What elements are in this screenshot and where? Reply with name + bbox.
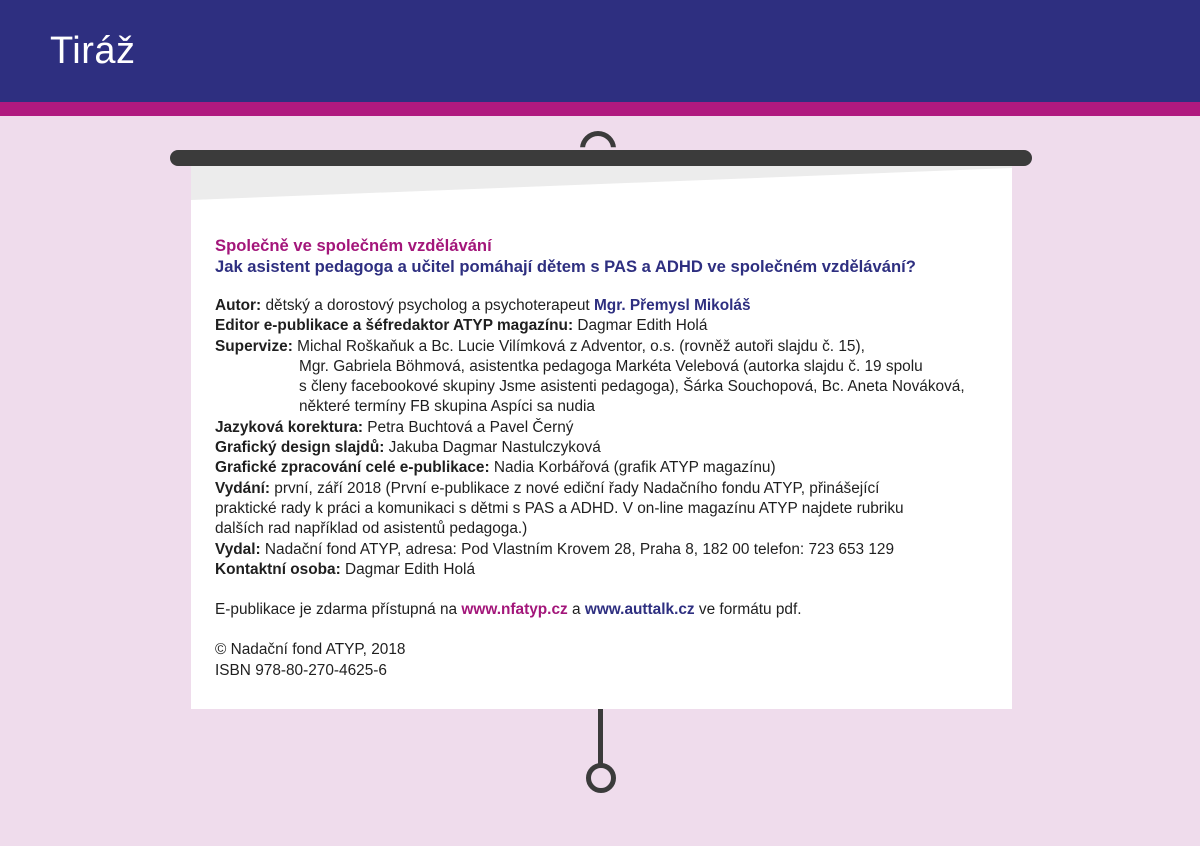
credit-kontakt — [215, 560, 1005, 580]
availability-prefix: E-publikace je zdarma přístupná na — [215, 601, 462, 619]
credit-value: Dagmar Edith Holá — [340, 560, 476, 578]
publication-title: Společně ve společném vzdělávání — [215, 236, 492, 255]
imprint-content — [215, 235, 1005, 681]
credit-value: Nadační fond ATYP, adresa: Pod Vlastním Krovem 28, Praha 8, 182 00 telefon: 723 653 129 — [260, 540, 895, 558]
page-title: Tiráž — [50, 30, 136, 72]
pull-cord — [598, 709, 603, 767]
publication-titles — [215, 235, 1005, 277]
pull-ring-icon — [586, 763, 616, 793]
availability-suffix: ve formátu pdf. — [694, 601, 802, 619]
credit-korektura — [215, 418, 1005, 438]
credit-vydal — [215, 540, 1005, 560]
isbn: ISBN 978-80-270-4625-6 — [215, 661, 387, 679]
credit-value: Michal Roškaňuk a Bc. Lucie Vilímková z Adventor, o.s. (rovněž autoři slajdu č. 15), — [292, 337, 865, 355]
credit-label: Kontaktní osoba: — [215, 560, 341, 578]
credit-label: Grafické zpracování celé e-publikace: — [215, 459, 490, 477]
credit-value: Nadia Korbářová (grafik ATYP magazínu) — [489, 459, 776, 477]
credit-value: dětský a dorostový psycholog a psychoterapeut — [261, 297, 594, 314]
header-bar — [0, 0, 1200, 102]
credit-design — [215, 438, 1005, 458]
credit-autor — [215, 296, 1005, 316]
credit-label: Jazyková korektura: — [215, 418, 363, 436]
credit-value-continued: některé termíny FB skupina Aspíci sa nudia — [299, 398, 595, 416]
credit-label: Supervize: — [215, 337, 293, 355]
credit-label: Grafický design slajdů: — [215, 439, 385, 457]
publication-subtitle: Jak asistent pedagoga a učitel pomáhají dětem s PAS a ADHD ve společném vzdělávání? — [215, 257, 916, 276]
credit-label: Editor e-publikace a šéfredaktor ATYP magazínu: — [215, 317, 574, 335]
availability-note — [215, 600, 1005, 620]
header-accent-stripe — [0, 102, 1200, 116]
credit-label: Vydání: — [215, 479, 271, 497]
credit-value: Petra Buchtová a Pavel Černý — [363, 418, 574, 436]
credit-supervize — [215, 337, 1005, 418]
credit-vydani — [215, 479, 1005, 540]
credit-editor — [215, 316, 1005, 336]
credit-value-continued: Mgr. Gabriela Böhmová, asistentka pedagoga Markéta Velebová (autorka slajdu č. 19 spolu — [299, 357, 923, 375]
credit-value-continued: praktické rady k práci a komunikaci s dětmi s PAS a ADHD. V on-line magazínu ATYP najdete rubriku — [215, 499, 904, 517]
nfatyp-link[interactable]: www.nfatyp.cz — [461, 601, 568, 619]
auttalk-link[interactable]: www.auttalk.cz — [584, 601, 695, 619]
screen-roller-bar — [170, 150, 1032, 166]
copyright: © Nadační fond ATYP, 2018 — [215, 641, 406, 659]
credit-label: Autor: — [215, 297, 262, 314]
availability-middle: a — [567, 601, 585, 619]
credit-value: Dagmar Edith Holá — [573, 317, 708, 335]
credit-value: první, září 2018 (První e-publikace z nové ediční řady Nadačního fondu ATYP, přinášející — [270, 479, 880, 497]
author-name: Mgr. Přemysl Mikoláš — [593, 297, 751, 314]
credit-zpracovani — [215, 458, 1005, 478]
screen-shadow — [191, 164, 1012, 200]
credit-value: Jakuba Dagmar Nastulczyková — [384, 439, 601, 457]
credit-value-continued: dalších rad například od asistentů pedagoga.) — [215, 520, 528, 538]
credit-value-continued: s členy facebookové skupiny Jsme asistenti pedagoga), Šárka Souchopová, Bc. Aneta Nováková, — [299, 378, 965, 396]
credit-label: Vydal: — [215, 540, 261, 558]
